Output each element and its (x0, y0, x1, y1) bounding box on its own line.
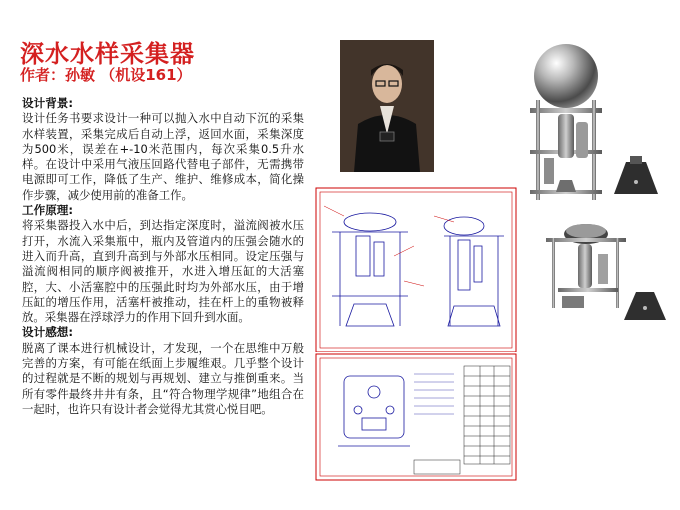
section-body-reflection: 脱离了课本进行机械设计，才发现，一个在思维中万般完善的方案，有可能在纸面上步履维艰。几乎整个设计的过程就是不断的规划与再规划、建立与推倒重来。当所有零件最终井井有条，且“符合物理学规律”地组合在一起时，也许只有设计者会觉得尤其赏心悦目吧。 (22, 340, 304, 416)
section-heading-background: 设计背景: (22, 96, 74, 110)
section-heading-reflection: 设计感想: (22, 325, 74, 340)
section-heading-principle: 工作原理: (22, 203, 74, 218)
poster-text (22, 96, 304, 417)
author-photo (340, 40, 434, 172)
poster-title: 深水水样采集器 (20, 40, 195, 68)
author-line: 作者：孙敏 （机设161） (20, 66, 192, 84)
render-assembly-bottom (518, 218, 674, 326)
engineering-drawing-assembly (314, 186, 518, 354)
engineering-drawing-parts (314, 352, 518, 482)
render-assembly-sphere (518, 30, 674, 200)
section-body-principle: 将采集器投入水中后，到达指定深度时，溢流阀被水压打开，水流入采集瓶中，瓶内及管道内的压强会随水的进入而升高，直到升高到与外部水压相同。设定压强与溢流阀相同的顺序阀被推开，水进入增压缸的大活塞腔，大、小活塞腔中的压强此时均为外部水压，由于增压缸的增压作用，活塞杆被推动，挂在杆上的重物被释放。采集器在浮球浮力的作用下回升到水面。 (22, 218, 304, 325)
section-body-background: 设计任务书要求设计一种可以抛入水中自动下沉的采集水样装置，采集完成后自动上浮，返回水面，采集深度为500米，误差在+-10米范围内，每次采集0.5升水样。在设计中采用气液压回路代替电子部件，无需携带电源即可工作，降低了生产、维护、维修成本，简化操作步骤，减少使用前的准备工作。 (22, 111, 304, 202)
